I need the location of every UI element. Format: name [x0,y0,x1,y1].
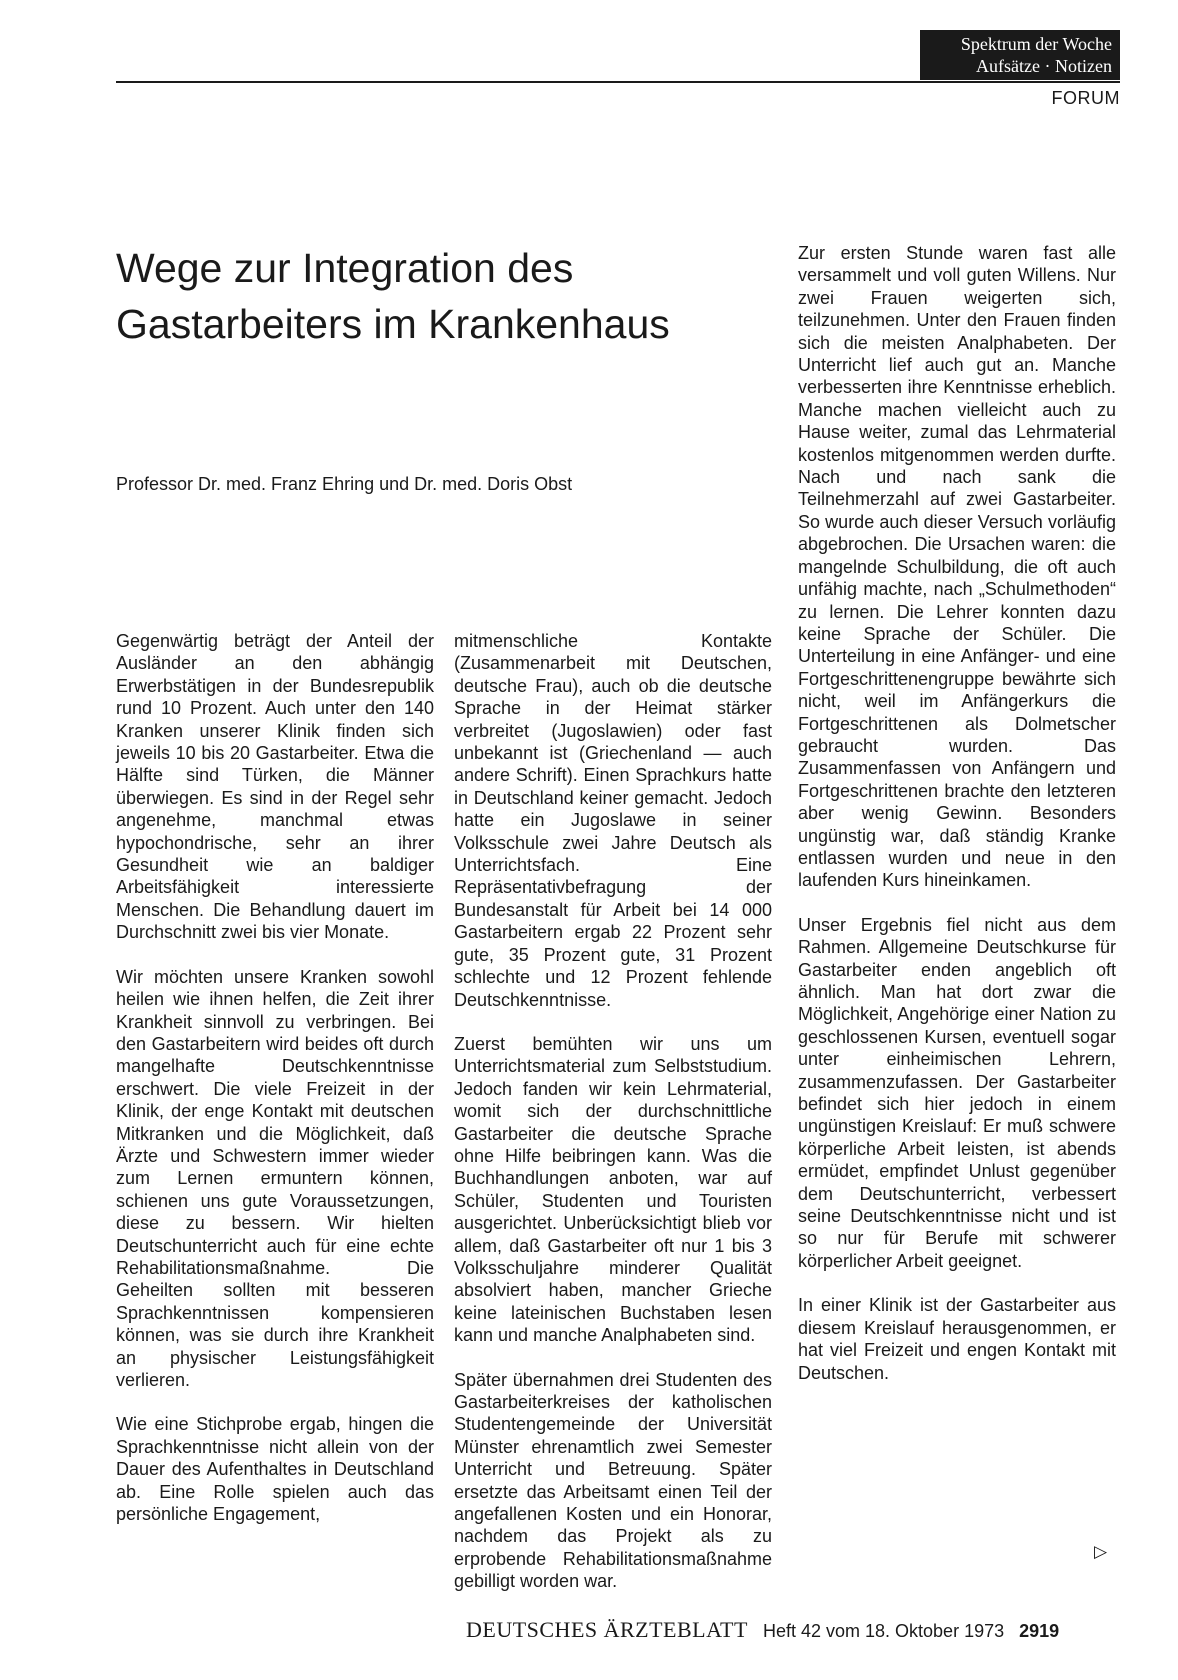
page-number: 2919 [1019,1621,1060,1641]
paragraph: Unser Ergebnis fiel nicht aus dem Rahmen. Allgemeine Deutschkurse für Gastarbeiter enden angeblich oft ähnlich. Man hat dort zwar die Möglichkeit, Angehörige einer Nation zu geschlossenen Kursen, eventuell sogar unter einheimischen Lehrern, zusammenzufassen. Der Gastarbeiter befindet sich hier jedoch in einem ungünstigen Kreislauf: Er muß schwere körperliche Arbeit leisten, ist abends ermüdet, empfindet Unlust gegenüber dem Deutschunterricht, verbessert seine Deutschkenntnisse nicht und ist so nur für Berufe mit schwerer körperlicher Arbeit geeignet. [798,914,1116,1271]
paragraph: Zuerst bemühten wir uns um Unterrichtsmaterial zum Selbststudium. Jedoch fanden wir kein Lehrmaterial, womit sich der durchschnittliche Gastarbeiter die deutsche Sprache ohne Hilfe beibringen kann. Was die Buchhandlungen anboten, war auf Schüler, Studenten und Touristen ausgerichtet. Unberücksichtigt blieb vor allem, daß Gastarbeiter oft nur 1 bis 3 Volksschuljahre minderer Qualität absolviert haben, mancher Grieche keine lateinischen Buchstaben lesen kann und manche Analphabeten sind. [454,1033,772,1346]
article-title [116,240,756,352]
journal-name: DEUTSCHES ÄRZTEBLATT [466,1617,748,1642]
section-badge-line2: Aufsätze · Notizen [976,56,1112,76]
page-footer [466,1617,1126,1643]
paragraph: Gegenwärtig beträgt der Anteil der Ausländer an den abhängig Erwerbstätigen in der Bundesrepublik rund 10 Prozent. Auch unter den 140 Kranken unserer Klinik finden sich jeweils 10 bis 20 Gastarbeiter. Etwa die Hälfte sind Türken, die Männer überwiegen. Es sind in der Regel sehr angenehme, manchmal etwas hypochondrische, sehr an ihrer Gesundheit wie an baldiger Arbeitsfähigkeit interessierte Menschen. Die Behandlung dauert im Durchschnitt zwei bis vier Monate. [116,631,434,943]
section-badge-line1: Spektrum der Woche [960,34,1112,54]
header-rule [116,81,1120,83]
paragraph: Wie eine Stichprobe ergab, hingen die Sprachkenntnisse nicht allein von der Dauer des Aufenthaltes in Deutschland ab. Eine Rolle spielen auch das persönliche Engagement, [116,1414,434,1525]
paragraph: Wir möchten unsere Kranken sowohl heilen wie ihnen helfen, die Zeit ihrer Krankheit sinnvoll zu verbringen. Bei den Gastarbeitern wird beides oft durch mangelhafte Deutschkenntnisse erschwert. Die viele Freizeit in der Klinik, der enge Kontakt mit deutschen Mitkranken und die Möglichkeit, daß Ärzte und Schwestern immer wieder zum Lernen ermuntern können, schienen uns gute Voraussetzungen, diese zu bessern. Wir hielten Deutschunterricht auch für eine echte Rehabilitationsmaßnahme. Die Geheilten sollten mit besseren Sprachkenntnissen kompensieren können, was sie durch ihre Krankheit an physischer Leistungsfähigkeit verlieren. [116,966,434,1390]
text-column-3 [798,242,1116,1384]
section-badge [920,30,1120,80]
issue-info: Heft 42 vom 18. Oktober 1973 [762,1621,1005,1641]
continue-arrow-icon: ▷ [1094,1542,1108,1561]
article-authors: Professor Dr. med. Franz Ehring und Dr. med. Doris Obst [116,474,573,494]
paragraph: In einer Klinik ist der Gastarbeiter aus diesem Kreislauf herausgenommen, er hat viel Freizeit und engen Kontakt mit Deutschen. [798,1295,1116,1383]
text-column-2 [454,630,772,1593]
text-column-1 [116,630,434,1525]
article-title-line1: Wege zur Integration des [116,245,574,291]
paragraph: Später übernahmen drei Studenten des Gastarbeiterkreises der katholischen Studentengemeinde der Universität Münster ehrenamtlich zwei Semester Unterricht und Betreuung. Später ersetzte das Arbeitsamt einen Teil der angefallenen Kosten und ein Honorar, nachdem das Projekt als zu erprobende Rehabilitationsmaßnahme gebilligt worden war. [454,1369,772,1592]
paragraph: Zur ersten Stunde waren fast alle versammelt und voll guten Willens. Nur zwei Frauen weigerten sich, teilzunehmen. Unter den Frauen finden sich die meisten Analphabeten. Der Unterricht lief auch gut an. Manche verbesserten ihre Kenntnisse erheblich. Manche machen vielleicht auch zu Hause weiter, zumal das Lehrmaterial kostenlos mitgenommen werden durfte. Nach und nach sank die Teilnehmerzahl auf zwei Gastarbeiter. So wurde auch dieser Versuch vorläufig abgebrochen. Die Ursachen waren: die mangelnde Schulbildung, die oft auch unfähig machte, nach „Schulmethoden“ zu lernen. Die Lehrer konnten dazu keine Sprache der Schüler. Die Unterteilung in eine Anfänger- und eine Fortgeschrittenengruppe bewährte sich nicht, weil im Anfängerkurs die Fortgeschrittenen als Dolmetscher gebraucht wurden. Das Zusammenfassen von Anfängern und Fortgeschrittenen brachte den letzteren aber wenig Gewinn. Besonders ungünstig war, daß ständig Kranke entlassen wurden und neue in den laufenden Kurs hineinkamen. [798,243,1116,891]
article-title-line2: Gastarbeiters im Krankenhaus [116,301,670,347]
section-label: FORUM [1051,88,1120,108]
paragraph: mitmenschliche Kontakte (Zusammenarbeit mit Deutschen, deutsche Frau), auch ob die deutsche Sprache in der Heimat stärker verbreitet (Jugoslawien) oder fast unbekannt ist (Griechenland — auch andere Schrift). Einen Sprachkurs hatte in Deutschland keiner gemacht. Jedoch hatte ein Jugoslawe in seiner Volksschule zwei Jahre Deutsch als Unterrichtsfach. Eine Repräsentativbefragung der Bundesanstalt für Arbeit bei 14 000 Gastarbeitern ergab 22 Prozent sehr gute, 35 Prozent gute, 31 Prozent schlechte und 12 Prozent fehlende Deutschkenntnisse. [454,631,772,1010]
